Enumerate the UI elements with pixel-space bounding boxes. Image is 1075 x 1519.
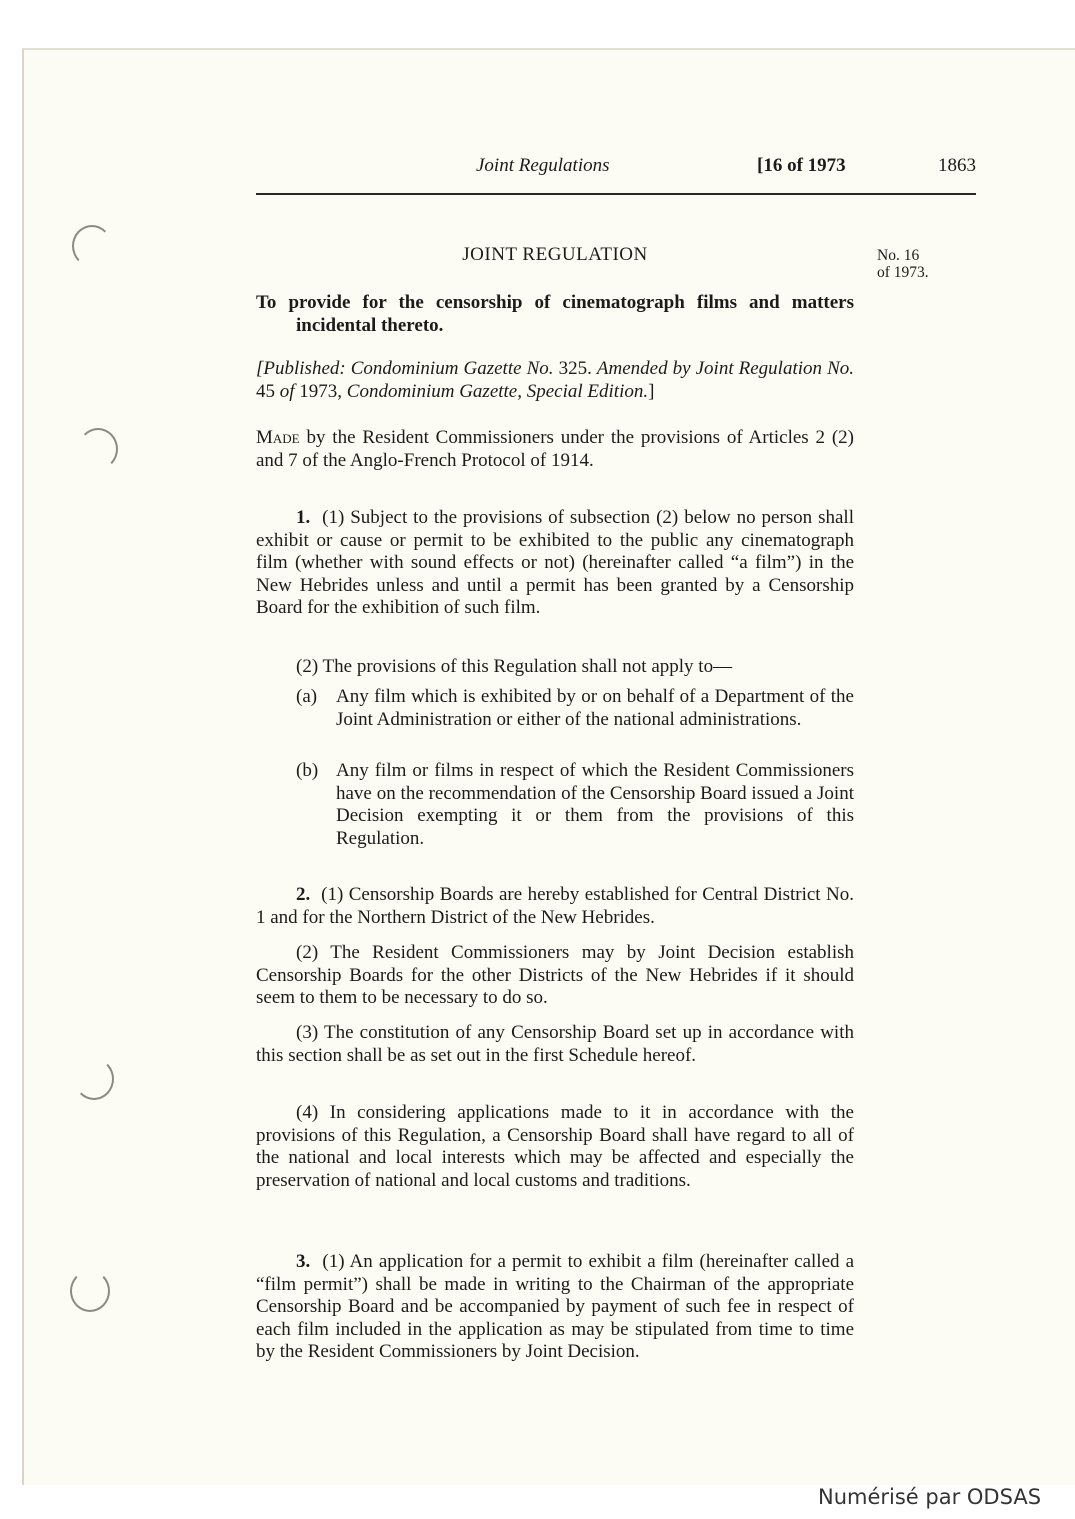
header-rule bbox=[256, 193, 976, 195]
section-2-subsection-2: (2) The Resident Commissioners may by Joint Decision establish Censorship Boards for the other Districts of the New Hebrides if it should seem to them to be necessary to do so. bbox=[256, 942, 854, 1008]
item-label: (a) bbox=[296, 686, 318, 707]
published-note-part-3: of bbox=[279, 380, 295, 402]
section-number: 3. bbox=[296, 1251, 311, 1272]
section-2-subsection-3: (3) The constitution of any Censorship Board set up in accordance with this section shall be as set out in the first Schedule hereof. bbox=[256, 1022, 854, 1066]
item-text: Any film or films in respect of which the Resident Commissioners have on the recommendation of the Censorship Board issued a Joint Decision exempting it or them from the provisions of this Regulation. bbox=[336, 760, 854, 849]
section-number: 2. bbox=[296, 884, 311, 905]
amending-regulation-number: 45 bbox=[256, 380, 280, 402]
published-note-close: ] bbox=[648, 380, 655, 402]
amending-year: 1973, bbox=[294, 380, 347, 402]
running-title: Joint Regulations bbox=[476, 155, 610, 176]
regulation-heading: JOINT REGULATION bbox=[462, 244, 648, 265]
published-note-part-2: Amended by Joint Regulation No. bbox=[596, 358, 854, 379]
margin-note-year: of 1973. bbox=[877, 264, 929, 281]
long-title: To provide for the censorship of cinematograph films and matters incidental thereto. bbox=[256, 292, 854, 336]
binder-hole-2 bbox=[78, 428, 118, 470]
margin-note bbox=[877, 247, 929, 281]
paragraph-text: (1) Subject to the provisions of subsection (2) below no person shall exhibit or cause or permit to be exhibited to the public any cinematograph film (whether with sound effects or not) (hereinafter called “a film”) in the New Hebrides unless and until a permit has been granted by a Censorship Board for the exhibition of such film. bbox=[256, 507, 854, 618]
published-note-part-4: Condominium Gazette, Special Edition. bbox=[346, 380, 649, 402]
enacting-text: by the Resident Commissioners under the provisions of Articles 2 (2) and 7 of the Anglo-French Protocol of 1914. bbox=[256, 427, 854, 471]
enacting-made: Made bbox=[256, 427, 300, 448]
margin-note-number: No. 16 bbox=[877, 247, 920, 264]
binder-hole-3 bbox=[74, 1058, 114, 1100]
paragraph-text: (1) An application for a permit to exhibit a film (hereinafter called a “film permit”) shall be made in writing to the Chairman of the appropriate Censorship Board and be accompanied by payment of such fee in respect of each film included in the application as may be stipulated from time to time by the Resident Commissioners by Joint Decision. bbox=[256, 1251, 855, 1362]
gazette-number: 325. bbox=[553, 358, 597, 379]
page-number: 1863 bbox=[938, 155, 976, 176]
section-number: 1. bbox=[296, 507, 311, 528]
published-note bbox=[256, 358, 854, 403]
section-2-subsection-4: (4) In considering applications made to it in accordance with the provisions of this Regulation, a Censorship Board shall have regard to all of the national and local interests which may be affected and especially the preservation of national and local customs and traditions. bbox=[256, 1102, 854, 1191]
item-label: (b) bbox=[296, 760, 319, 781]
scanner-credit: Numérisé par ODSAS bbox=[818, 1485, 1042, 1509]
section-1-subsection-2: (2) The provisions of this Regulation shall not apply to— bbox=[296, 656, 733, 677]
regulation-reference: [16 of 1973 bbox=[757, 155, 846, 176]
section-2-subsection-1 bbox=[256, 884, 854, 929]
enacting-clause bbox=[256, 427, 854, 472]
item-text: Any film which is exhibited by or on behalf of a Department of the Joint Administration or either of the national administrations. bbox=[336, 686, 854, 730]
section-1-subsection-1 bbox=[256, 507, 854, 620]
binder-hole-1 bbox=[72, 225, 112, 267]
binder-hole-4 bbox=[70, 1270, 110, 1312]
paragraph-text: (1) Censorship Boards are hereby established for Central District No. 1 and for the Northern District of the New Hebrides. bbox=[256, 884, 855, 928]
section-3-subsection-1 bbox=[256, 1251, 854, 1364]
published-note-part-1: [Published: Condominium Gazette No. bbox=[256, 358, 554, 379]
